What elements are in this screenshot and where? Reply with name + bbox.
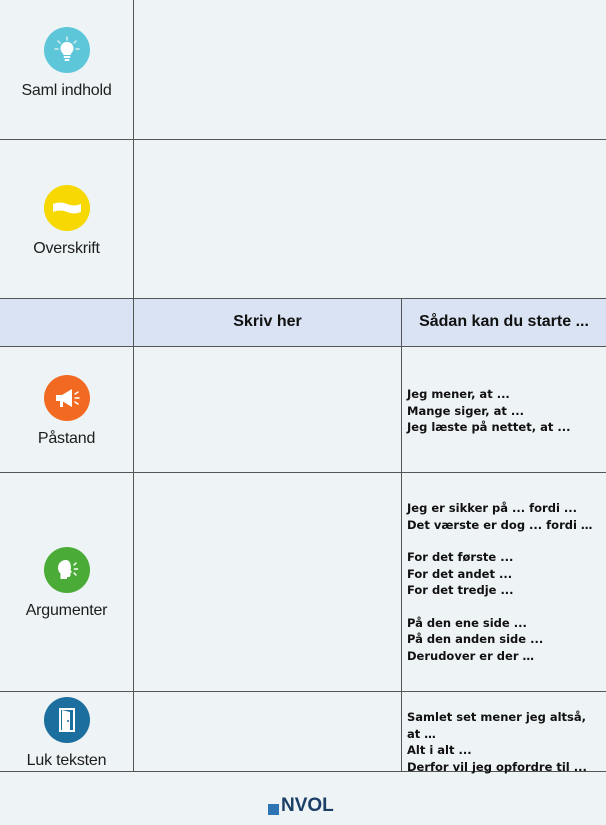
row-label-text: Luk teksten: [26, 752, 107, 769]
hint-line: Jeg er sikker på ... fordi ...: [407, 501, 578, 515]
row-label-overskrift: [0, 185, 133, 258]
hint-line: Det værste er dog ... fordi …: [407, 517, 593, 532]
hint-line: Mange siger, at ...: [407, 403, 524, 418]
hint-line: For det andet ...: [407, 566, 513, 581]
hint-line: På den ene side ...: [407, 615, 527, 630]
hint-line: Derudover er der …: [407, 648, 534, 663]
hint-line: Samlet set mener jeg altså, at …: [407, 710, 587, 741]
hint-line: Derfor vil jeg opfordre til ...: [407, 759, 587, 774]
logo-square-icon: [268, 804, 279, 815]
hint-line: Jeg mener, at ...: [407, 387, 510, 401]
door-icon: [44, 697, 90, 743]
column-header-write: Skriv her: [233, 313, 302, 330]
hints-pastand: [407, 386, 602, 436]
row-label-text: Saml indhold: [21, 82, 112, 99]
row-label-text: Overskrift: [33, 240, 100, 257]
hint-line: For det første ...: [407, 550, 514, 564]
row-label-argumenter: [0, 547, 133, 620]
hint-line: For det tredje ...: [407, 583, 514, 597]
hints-luk: [407, 709, 602, 775]
hint-line: Jeg læste på nettet, at ...: [407, 420, 571, 434]
lightbulb-icon: [44, 27, 90, 73]
row-label-pastand: [0, 375, 133, 448]
hints-argumenter: [407, 500, 602, 664]
row-label-saml-indhold: [0, 27, 133, 100]
megaphone-icon: [44, 375, 90, 421]
row-label-text: Argumenter: [25, 602, 108, 619]
row-label-text: Påstand: [37, 430, 96, 447]
nvol-logo: [268, 795, 334, 817]
banner-icon: [44, 185, 90, 231]
hint-line: Alt i alt ...: [407, 743, 472, 757]
column-header-start: Sådan kan du starte ...: [419, 313, 589, 330]
logo-text: NVOL: [281, 795, 334, 816]
hint-line: På den anden side ...: [407, 632, 544, 646]
row-label-luk-teksten: [0, 697, 133, 770]
speaking-head-icon: [44, 547, 90, 593]
